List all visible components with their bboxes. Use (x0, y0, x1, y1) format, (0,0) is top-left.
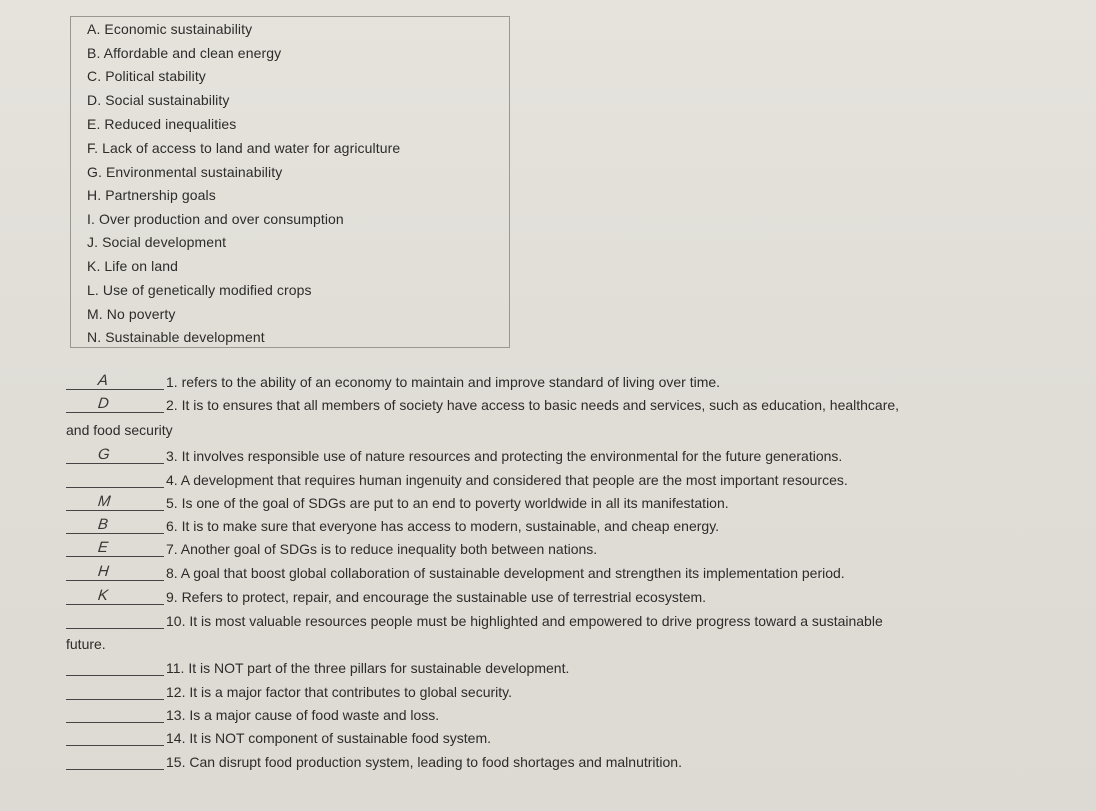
question-15 (66, 753, 682, 770)
question-text: 1. refers to the ability of an economy to maintain and improve standard of living over time. (166, 374, 721, 390)
question-text: 3. It involves responsible use of nature resources and protecting the environmental for the future generations. (166, 448, 843, 464)
answer-text: M (97, 493, 112, 510)
answer-blank[interactable] (66, 447, 164, 464)
answer-blank[interactable] (66, 659, 164, 676)
answer-blank[interactable] (66, 706, 164, 723)
choices-box (70, 16, 510, 348)
question-4 (66, 471, 848, 488)
question-8 (66, 564, 845, 581)
answer-blank[interactable] (66, 564, 164, 581)
question-1 (66, 373, 720, 390)
choice-j: J. Social development (87, 234, 227, 250)
question-text: 14. It is NOT component of sustainable food system. (166, 730, 492, 746)
choice-a: A. Economic sustainability (87, 21, 253, 37)
answer-blank[interactable] (66, 612, 164, 629)
choice-m: M. No poverty (87, 306, 176, 322)
question-10 (66, 612, 883, 629)
question-text: 12. It is a major factor that contributes to global security. (166, 684, 513, 700)
choice-i: I. Over production and over consumption (87, 211, 344, 227)
choice-h: H. Partnership goals (87, 187, 216, 203)
answer-text: K (97, 587, 109, 604)
question-2 (66, 396, 899, 413)
answer-blank[interactable] (66, 753, 164, 770)
question-text: 5. Is one of the goal of SDGs are put to an end to poverty worldwide in all its manifestation. (166, 495, 729, 511)
choice-d: D. Social sustainability (87, 92, 230, 108)
answer-text: E (97, 539, 109, 556)
question-9 (66, 588, 706, 605)
question-text: 13. Is a major cause of food waste and loss. (166, 707, 440, 723)
question-text: 10. It is most valuable resources people must be highlighted and empowered to drive progress toward a sustainable (166, 613, 883, 629)
answer-text: A (97, 372, 109, 389)
question-2-continuation: and food security (66, 422, 173, 438)
answer-blank[interactable] (66, 540, 164, 557)
answer-blank[interactable] (66, 494, 164, 511)
question-text: 6. It is to make sure that everyone has access to modern, sustainable, and cheap energy. (166, 518, 720, 534)
choice-f: F. Lack of access to land and water for agriculture (87, 140, 401, 156)
answer-text: G (97, 446, 111, 463)
question-7 (66, 540, 597, 557)
question-12 (66, 683, 512, 700)
question-text: 8. A goal that boost global collaboration of sustainable development and strengthen its implementation period. (166, 565, 845, 581)
choice-l: L. Use of genetically modified crops (87, 282, 312, 298)
question-text: 11. It is NOT part of the three pillars for sustainable development. (166, 660, 570, 676)
answer-text: B (97, 516, 109, 533)
answer-blank[interactable] (66, 729, 164, 746)
choice-k: K. Life on land (87, 258, 179, 274)
question-text: 7. Another goal of SDGs is to reduce inequality both between nations. (166, 541, 598, 557)
question-6 (66, 517, 719, 534)
answer-blank[interactable] (66, 588, 164, 605)
choice-e: E. Reduced inequalities (87, 116, 237, 132)
question-11 (66, 659, 569, 676)
answer-blank[interactable] (66, 373, 164, 390)
question-text: 9. Refers to protect, repair, and encourage the sustainable use of terrestrial ecosystem. (166, 589, 707, 605)
question-10-continuation: future. (66, 636, 106, 652)
answer-blank[interactable] (66, 471, 164, 488)
answer-text: D (97, 395, 110, 412)
choice-g: G. Environmental sustainability (87, 164, 283, 180)
choice-c: C. Political stability (87, 68, 206, 84)
answer-blank[interactable] (66, 517, 164, 534)
answer-text: H (97, 563, 110, 580)
question-3 (66, 447, 842, 464)
question-text: 15. Can disrupt food production system, leading to food shortages and malnutrition. (166, 754, 682, 770)
question-text: 2. It is to ensures that all members of society have access to basic needs and services, such as education, healthcare, (166, 397, 900, 413)
question-14 (66, 729, 491, 746)
choice-b: B. Affordable and clean energy (87, 45, 282, 61)
answer-blank[interactable] (66, 396, 164, 413)
choice-n: N. Sustainable development (87, 329, 265, 345)
question-13 (66, 706, 439, 723)
question-text: 4. A development that requires human ingenuity and considered that people are the most important resources. (166, 472, 848, 488)
answer-blank[interactable] (66, 683, 164, 700)
question-5 (66, 494, 729, 511)
